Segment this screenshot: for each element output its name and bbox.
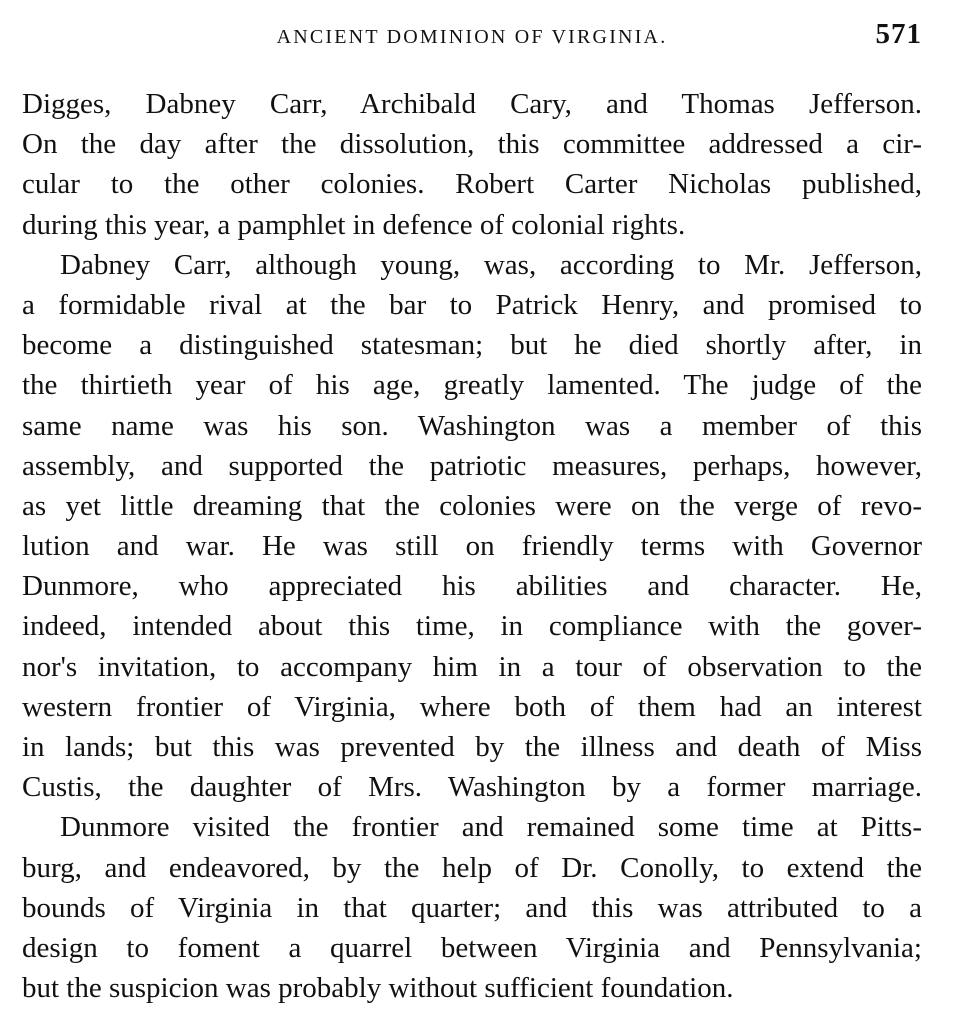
text-line: indeed, intended about this time, in compliance with the gover- xyxy=(22,610,922,643)
text-line: become a distinguished statesman; but he died shortly after, in xyxy=(22,329,922,362)
text-line: a formidable rival at the bar to Patrick Henry, and promised to xyxy=(22,288,922,321)
text-line: burg, and endeavored, by the help of Dr. Conolly, to extend the xyxy=(22,851,922,884)
text-line: western frontier of Virginia, where both of them had an interest xyxy=(22,690,922,723)
text-line: same name was his son. Washington was a member of this xyxy=(22,409,922,442)
running-header xyxy=(22,18,922,54)
text-line: assembly, and supported the patriotic measures, perhaps, however, xyxy=(22,449,922,482)
text-line: nor's invitation, to accompany him in a tour of observation to the xyxy=(22,650,922,683)
paragraph-2 xyxy=(22,245,922,808)
text-line: bounds of Virginia in that quarter; and this was attributed to a xyxy=(22,891,922,924)
text-line: design to foment a quarrel between Virginia and Pennsylvania; xyxy=(22,931,922,964)
text-line: cular to the other colonies. Robert Carter Nicholas published, xyxy=(22,168,922,201)
page-number: 571 xyxy=(875,18,922,50)
text-line: but the suspicion was probably without sufficient foundation. xyxy=(22,972,734,1005)
text-line: Digges, Dabney Carr, Archibald Cary, and Thomas Jefferson. xyxy=(22,88,922,120)
text-line: the thirtieth year of his age, greatly lamented. The judge of the xyxy=(22,369,922,402)
text-line: Dabney Carr, although young, was, according to Mr. Jefferson, xyxy=(60,248,922,281)
text-line: On the day after the dissolution, this committee addressed a cir- xyxy=(22,128,922,161)
text-line: during this year, a pamphlet in defence of colonial rights. xyxy=(22,208,686,241)
text-line: Dunmore visited the frontier and remained some time at Pitts- xyxy=(60,811,922,844)
running-title: ANCIENT DOMINION OF VIRGINIA. xyxy=(276,26,668,48)
text-line: Custis, the daughter of Mrs. Washington by a former marriage. xyxy=(22,771,922,804)
paragraph-1 xyxy=(22,84,922,245)
text-line: as yet little dreaming that the colonies were on the verge of revo- xyxy=(22,489,922,522)
text-line: Dunmore, who appreciated his abilities and character. He, xyxy=(22,570,922,603)
paragraph-3 xyxy=(22,807,922,1008)
body-text xyxy=(22,84,922,1008)
text-line: in lands; but this was prevented by the illness and death of Miss xyxy=(22,731,922,763)
text-line: lution and war. He was still on friendly terms with Governor xyxy=(22,530,922,563)
